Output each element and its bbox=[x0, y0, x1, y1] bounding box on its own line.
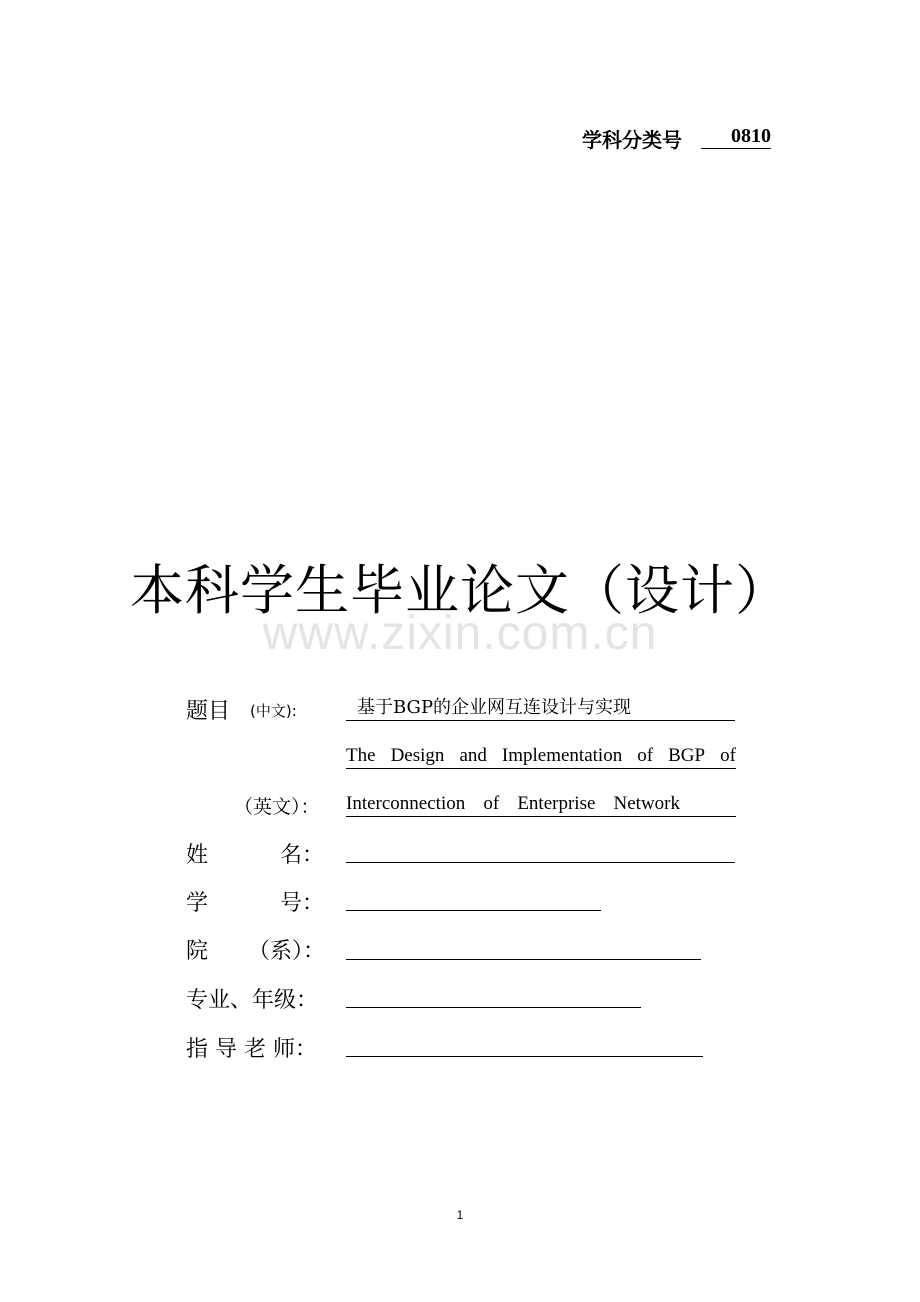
en-word: The bbox=[346, 745, 376, 766]
classification-code: 0810 bbox=[701, 124, 771, 149]
en-word: of bbox=[720, 745, 736, 766]
topic-label: 题目 bbox=[186, 699, 231, 724]
department-label-first: 院 bbox=[186, 939, 209, 964]
classification-label: 学科分类号 bbox=[582, 128, 682, 152]
student-id-field[interactable] bbox=[346, 910, 601, 911]
topic-en-line-2-text bbox=[346, 792, 736, 817]
en-word: Implementation bbox=[501, 745, 623, 766]
advisor-label: 指 导 老 师： bbox=[186, 1037, 317, 1062]
watermark: www.zixin.com.cn bbox=[262, 607, 658, 660]
topic-cn-sublabel: (中文): bbox=[250, 702, 297, 720]
name-label-second: 名： bbox=[280, 843, 325, 868]
topic-cn-value: 基于BGP的企业网互连设计与实现 bbox=[346, 696, 735, 721]
en-word: and bbox=[459, 745, 487, 766]
page-title: 本科学生毕业论文（设计） bbox=[130, 559, 790, 622]
student-id-label-second: 号： bbox=[280, 891, 325, 916]
topic-en-line-1-text bbox=[346, 744, 736, 769]
en-word: of bbox=[637, 745, 654, 766]
department-field[interactable] bbox=[346, 959, 701, 960]
en-word: BGP bbox=[668, 745, 706, 766]
topic-en-sublabel: （英文）： bbox=[234, 796, 320, 818]
name-field[interactable] bbox=[346, 862, 735, 863]
advisor-field[interactable] bbox=[346, 1056, 703, 1057]
en-word: Design bbox=[390, 745, 445, 766]
name-label-first: 姓 bbox=[186, 843, 209, 868]
major-grade-field[interactable] bbox=[346, 1007, 641, 1008]
en-word: of bbox=[483, 793, 500, 814]
en-word: Network bbox=[613, 793, 680, 814]
student-id-label-first: 学 bbox=[186, 891, 209, 916]
department-label-second: （系）： bbox=[248, 939, 326, 964]
en-word: Interconnection bbox=[346, 793, 466, 814]
topic-en-line-1 bbox=[346, 744, 736, 769]
topic-cn-field bbox=[346, 696, 735, 721]
page-number: 1 bbox=[456, 1208, 464, 1222]
topic-en-line-2 bbox=[346, 792, 736, 817]
major-grade-label: 专业、年级： bbox=[186, 988, 319, 1013]
en-word: Enterprise bbox=[517, 793, 596, 814]
